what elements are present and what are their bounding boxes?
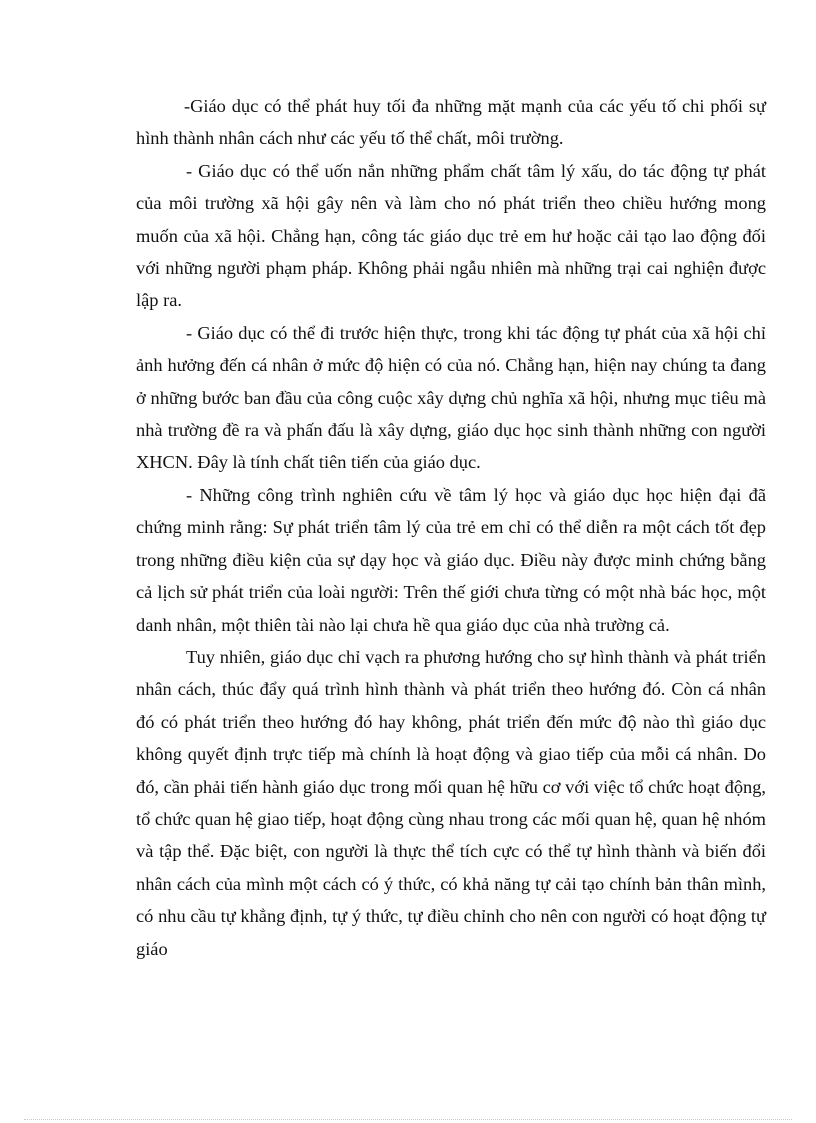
paragraph-5: Tuy nhiên, giáo dục chỉ vạch ra phương hướng cho sự hình thành và phát triển nhân cách, thúc đẩy quá trình hình thành và phát triển theo hướng đó. Còn cá nhân đó có phát triển theo hướng đó hay không, phát triển đến mức độ nào thì giáo dục không quyết định trực tiếp mà chính là hoạt động và giao tiếp của mỗi cá nhân. Do đó, cần phải tiến hành giáo dục trong mối quan hệ hữu cơ với việc tổ chức hoạt động, tổ chức quan hệ giao tiếp, hoạt động cùng nhau trong các mối quan hệ, quan hệ nhóm và tập thể. Đặc biệt, con người là thực thể tích cực có thể tự hình thành và biến đổi nhân cách của mình một cách có ý thức, có khả năng tự cải tạo chính bản thân mình, có nhu cầu tự khẳng định, tự ý thức, tự điều chỉnh cho nên con người có hoạt động tự giáo [136, 646, 766, 959]
page-bottom-divider [24, 1119, 792, 1120]
paragraph-3: - Giáo dục có thể đi trước hiện thực, trong khi tác động tự phát của xã hội chỉ ảnh hưởng đến cá nhân ở mức độ hiện có của nó. Chẳng hạn, hiện nay chúng ta đang ở những bước ban đầu của công cuộc xây dựng chủ nghĩa xã hội, nhưng mục tiêu mà nhà trường đề ra và phấn đấu là xây dựng, giáo dục học sinh thành những con người XHCN. Đây là tính chất tiên tiến của giáo dục. [136, 322, 766, 473]
body-text [136, 90, 766, 965]
paragraph-2: - Giáo dục có thể uốn nắn những phẩm chất tâm lý xấu, do tác động tự phát của môi trường xã hội gây nên và làm cho nó phát triển theo chiều hướng mong muốn của xã hội. Chẳng hạn, công tác giáo dục trẻ em hư hoặc cải tạo lao động đối với những người phạm pháp. Không phải ngẫu nhiên mà những trại cai nghiện được lập ra. [136, 160, 766, 311]
paragraph-1: -Giáo dục có thể phát huy tối đa những mặt mạnh của các yếu tố chi phối sự hình thành nhân cách như các yếu tố thể chất, môi trường. [136, 96, 766, 149]
paragraph-4: - Những công trình nghiên cứu về tâm lý học và giáo dục học hiện đại đã chứng minh rằng: Sự phát triển tâm lý của trẻ em chỉ có thể diễn ra một cách tốt đẹp trong những điều kiện của sự dạy học và giáo dục. Điều này được minh chứng bằng cả lịch sử phát triển của loài người: Trên thế giới chưa từng có một nhà bác học, một danh nhân, một thiên tài nào lại chưa hề qua giáo dục của nhà trường cả. [136, 484, 766, 635]
